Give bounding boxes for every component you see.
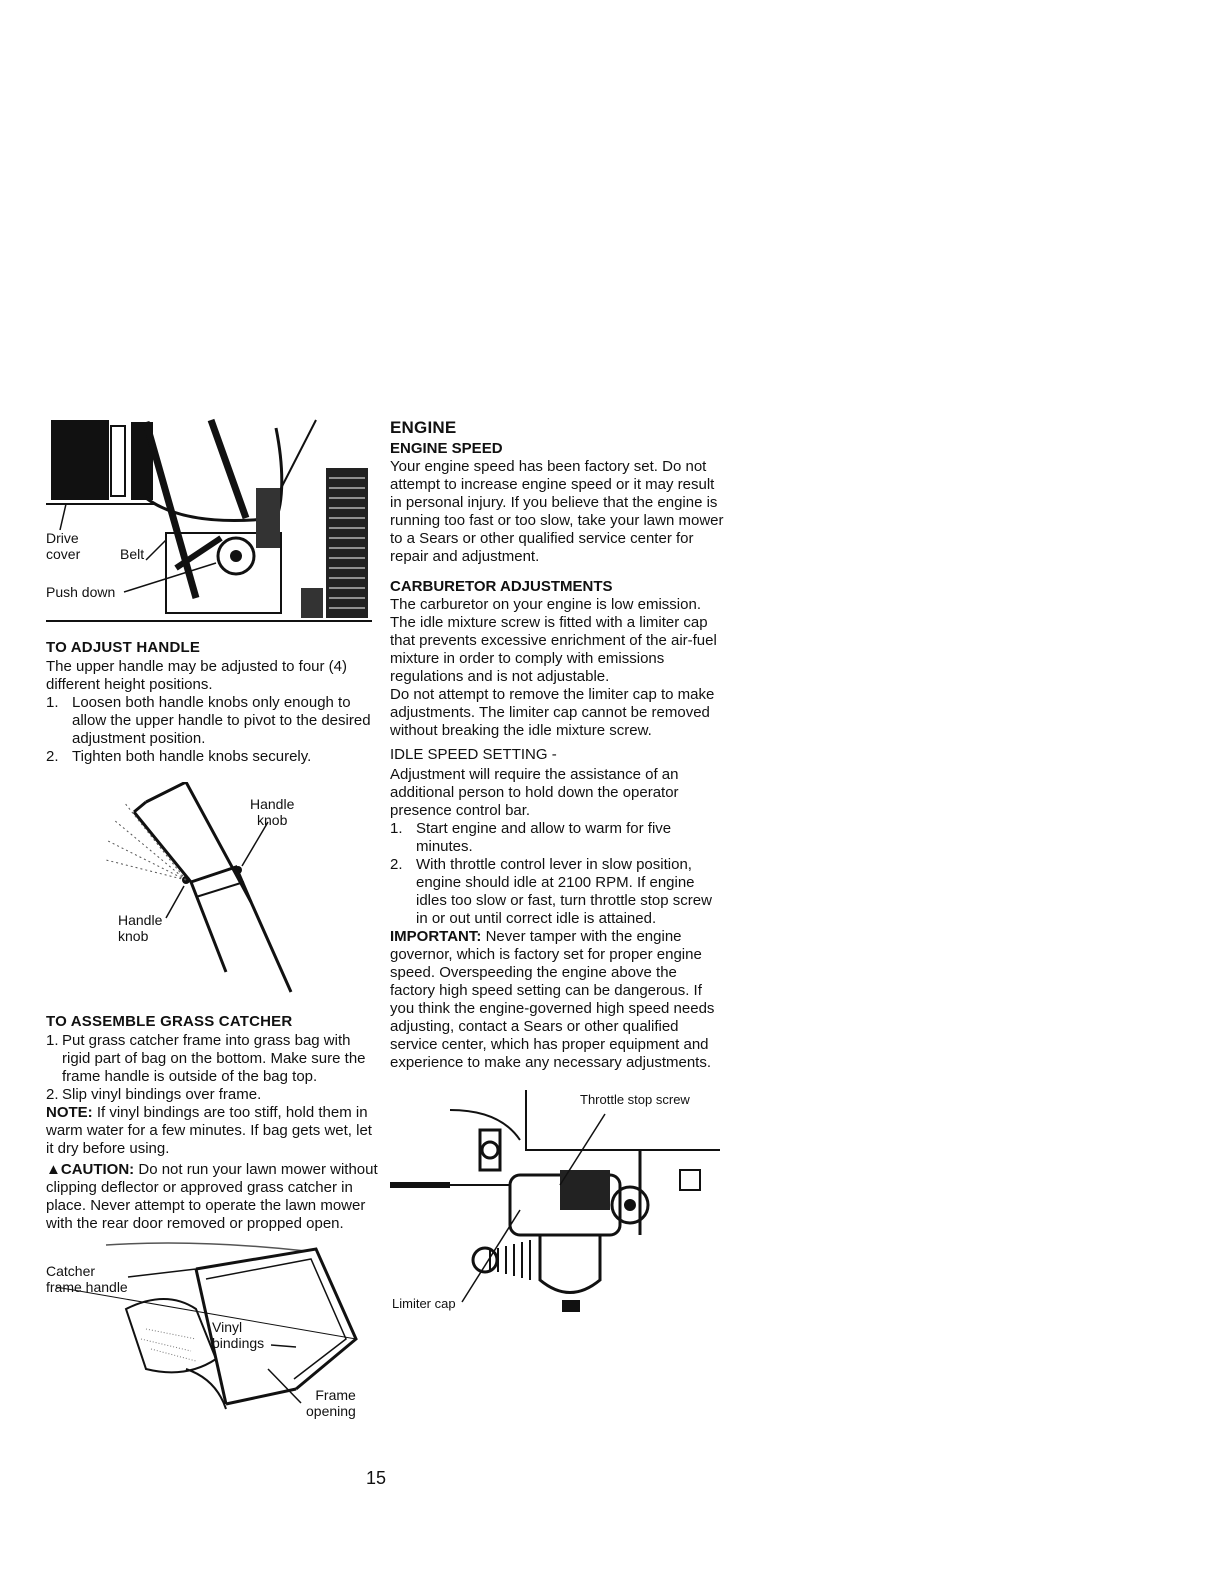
step-text: Start engine and allow to warm for five minutes.	[416, 820, 672, 855]
step-text: With throttle control lever in slow position, engine should idle at 2100 RPM. If engine idles too slow or fast, turn throttle stop screw in or out until correct idle is attained.	[416, 856, 712, 927]
engine-speed-text: Your engine speed has been factory set. Do not attempt to increase engine speed or it may result in personal injury. If you believe that the engine is running too fast or too slow, take your lawn mower to a Sears or other qualified service center for repair and adjustment.	[390, 458, 724, 565]
carburetor-text-2: Do not attempt to remove the limiter cap to make adjustments. The limiter cap cannot be removed without breaking the idle mixture screw.	[390, 686, 715, 739]
grass-catcher-section	[46, 1012, 378, 1233]
step-number: 1.	[390, 820, 403, 837]
engine-title: ENGINE	[390, 418, 457, 437]
adjust-handle-section	[46, 638, 378, 766]
idle-speed-text: Adjustment will require the assistance of an additional person to hold down the operator presence control bar.	[390, 766, 679, 819]
throttle-stop-screw-label: Throttle stop screw	[580, 1092, 690, 1107]
idle-speed-steps	[390, 820, 725, 928]
handle-knob-lower-label: Handle knob	[118, 912, 163, 944]
handle-knob-upper-label: Handle knob	[250, 796, 295, 828]
adjust-handle-steps	[46, 694, 378, 766]
step-number: 2.	[46, 1086, 59, 1103]
push-down-label: Push down	[46, 584, 116, 600]
list-item	[390, 856, 725, 928]
catcher-frame-handle-label: Catcher frame handle	[46, 1263, 128, 1295]
note-text: If vinyl bindings are too stiff, hold them in warm water for a few minutes. If bag gets wet, let it dry before using.	[46, 1104, 372, 1157]
important-label: IMPORTANT:	[390, 928, 482, 945]
belt-figure	[46, 418, 372, 628]
caution-label: CAUTION:	[60, 1161, 135, 1178]
step-number: 2.	[390, 856, 403, 873]
frame-opening-label: Frame opening	[306, 1387, 356, 1419]
handle-illustration	[46, 782, 372, 1002]
caution-paragraph	[46, 1161, 378, 1233]
step-text: Put grass catcher frame into grass bag with rigid part of bag on the bottom. Make sure the frame handle is outside of the bag top.	[62, 1032, 366, 1085]
idle-speed-title: IDLE SPEED SETTING -	[390, 746, 557, 763]
carburetor-title: CARBURETOR ADJUSTMENTS	[390, 578, 613, 595]
caution-text: Do not run your lawn mower without clipping deflector or approved grass catcher in place. Never attempt to operate the lawn mower with the rear door removed or propped open.	[46, 1161, 378, 1232]
adjust-handle-title: TO ADJUST HANDLE	[46, 639, 201, 656]
list-item	[46, 694, 378, 748]
step-number: 1.	[46, 1032, 59, 1049]
important-paragraph	[390, 928, 725, 1072]
limiter-cap-label: Limiter cap	[392, 1296, 456, 1311]
handle-figure	[46, 782, 372, 1002]
vinyl-bindings-label: Vinyl bindings	[212, 1319, 265, 1351]
important-text: Never tamper with the engine governor, which is factory set for proper engine speed. Overspeeding the engine above the factory high speed setting can be dangerous. If you think the engine-governed high speed needs adjusting, contact a Sears or other qualified service center, which has proper equipment and experience to make any necessary adjustments.	[390, 928, 715, 1071]
step-text: Slip vinyl bindings over frame.	[62, 1086, 262, 1103]
engine-speed-title: ENGINE SPEED	[390, 440, 503, 457]
page-number: 15	[366, 1468, 387, 1488]
step-number: 2.	[46, 748, 59, 765]
list-item	[390, 820, 725, 856]
note-paragraph	[46, 1104, 378, 1158]
carburetor-figure	[390, 1090, 725, 1320]
left-column	[46, 418, 378, 1419]
step-text: Tighten both handle knobs securely.	[72, 748, 312, 765]
list-item	[46, 1086, 378, 1104]
grass-catcher-title: TO ASSEMBLE GRASS CATCHER	[46, 1013, 293, 1030]
list-item	[46, 1032, 378, 1086]
catcher-figure	[46, 1239, 378, 1419]
step-number: 1.	[46, 694, 59, 711]
grass-catcher-steps	[46, 1032, 378, 1104]
note-label: NOTE:	[46, 1104, 93, 1121]
drive-cover-label: Drive cover	[46, 530, 81, 562]
caution-icon: ▲	[46, 1161, 61, 1178]
right-column	[390, 418, 725, 1320]
carburetor-text-1: The carburetor on your engine is low emission. The idle mixture screw is fitted with a limiter cap that prevents excessive enrichment of the air-fuel mixture in order to comply with emissions regulations and is not adjustable.	[390, 596, 717, 685]
step-text: Loosen both handle knobs only enough to allow the upper handle to pivot to the desired adjustment position.	[72, 694, 371, 747]
carburetor-illustration	[390, 1090, 725, 1320]
adjust-handle-intro: The upper handle may be adjusted to four (4) different height positions.	[46, 658, 348, 693]
belt-label: Belt	[120, 546, 145, 562]
list-item	[46, 748, 378, 766]
